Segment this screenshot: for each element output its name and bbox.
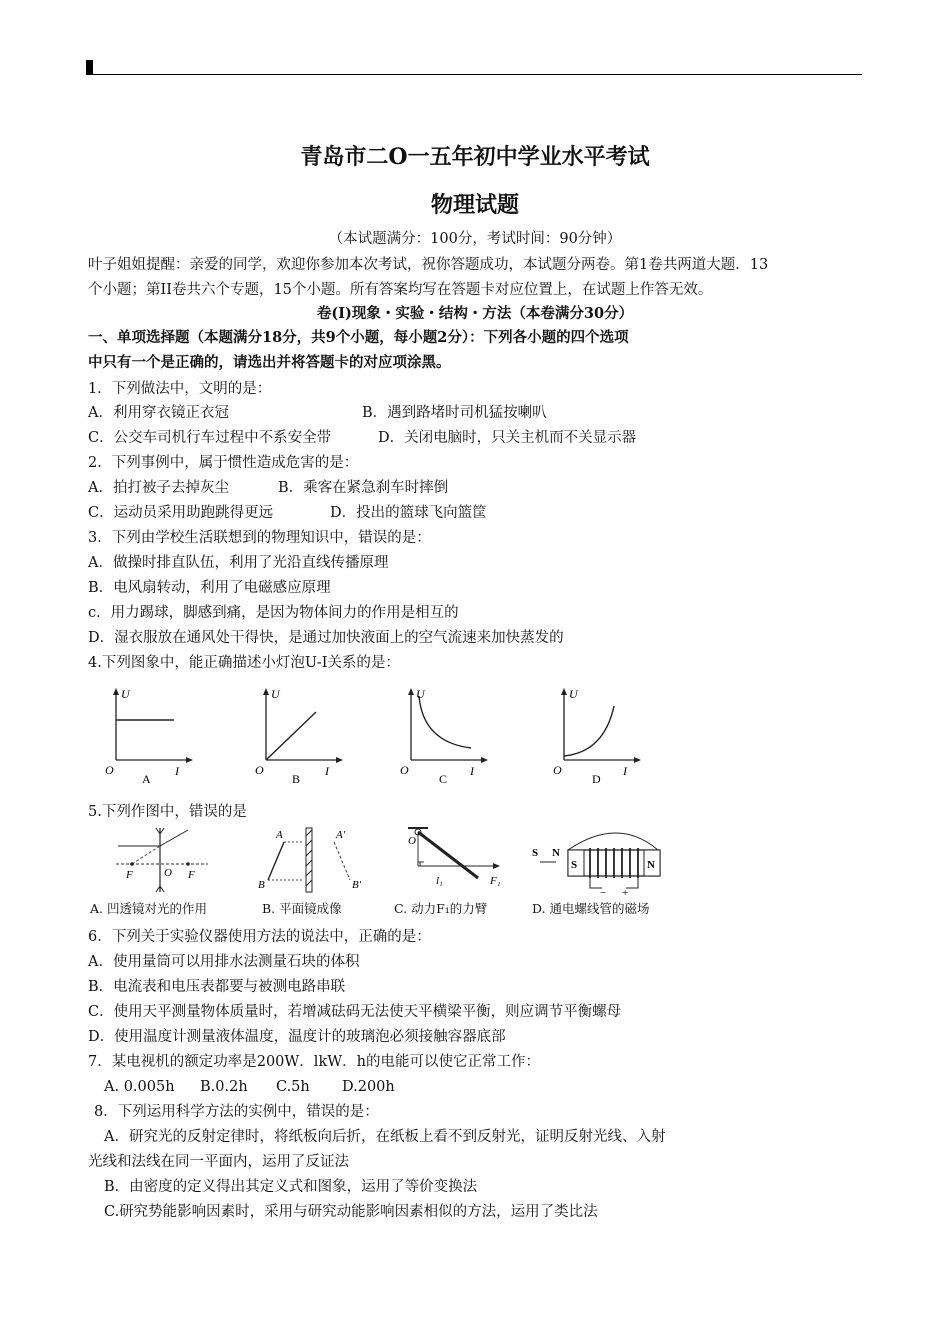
q2-option-a: A．拍打被子去掉灰尘 — [88, 480, 229, 496]
section-heading-2: 中只有一个是正确的，请选出并将答题卡的对应项涂黑。 — [88, 354, 451, 371]
q6-option-b: B．电流表和电压表都要与被测电路串联 — [88, 979, 346, 995]
q8-option-a-line2: 光线和法线在同一平面内，运用了反证法 — [88, 1154, 349, 1170]
svg-text:I: I — [470, 764, 474, 778]
q3-option-a: A．做操时排直队伍，利用了光沿直线传播原理 — [88, 555, 389, 571]
q5-fig-b — [258, 828, 362, 892]
q6-option-a: A．使用量筒可以用排水法测量石块的体积 — [88, 954, 360, 970]
svg-text:O: O — [255, 763, 264, 777]
q1-stem: 1．下列做法中，文明的是： — [88, 381, 272, 397]
q3-option-d: D．湿衣服放在通风处干得快，是通过加快液面上的空气流速来加快蒸发的 — [88, 630, 564, 646]
q4-label-c: C — [439, 772, 448, 786]
q4-axis-u: U — [121, 687, 130, 701]
q6-option-d: D．使用温度计测量液体温度，温度计的玻璃泡必须接触容器底部 — [88, 1029, 506, 1045]
q3-option-b: B．电风扇转动，利用了电磁感应原理 — [88, 580, 331, 596]
svg-text:I: I — [623, 764, 627, 778]
q5-fig-a — [116, 828, 208, 892]
svg-text:S: S — [571, 859, 578, 871]
q4-label-a: A — [142, 772, 151, 786]
q4-graph-c — [400, 687, 488, 786]
q1-option-c: C．公交车司机行车过程中不系安全带 — [88, 430, 332, 446]
svg-text:A′: A′ — [336, 829, 346, 841]
section-heading-1: 一、单项选择题（本题满分18分，共9个小题，每小题2分）：下列各小题的四个选项 — [88, 329, 629, 346]
header-rule — [86, 58, 862, 76]
exam-info: （本试题满分：100分，考试时间：90分钟） — [328, 231, 622, 247]
q5-caption-a: A. 凹透镜对光的作用 — [90, 901, 207, 916]
svg-text:−: − — [600, 887, 607, 898]
volume-title: 卷(I)现象・实验・结构・方法（本卷满分30分） — [316, 305, 634, 322]
svg-text:U: U — [271, 687, 280, 701]
q4-graph-a — [105, 687, 193, 786]
q4-stem: 4.下列图象中，能正确描述小灯泡U-I关系的是： — [88, 655, 400, 671]
q4-graph-b — [255, 687, 343, 786]
svg-text:l₁: l₁ — [436, 875, 443, 887]
svg-text:S: S — [532, 847, 539, 859]
q6-stem: 6．下列关于实验仪器使用方法的说法中，正确的是： — [88, 929, 431, 945]
q8-stem: 8．下列运用科学方法的实例中，错误的是： — [94, 1104, 379, 1120]
svg-text:I: I — [325, 764, 329, 778]
q2-option-d: D．投出的篮球飞向篮筐 — [330, 505, 487, 521]
exam-title: 青岛市二O一五年初中学业水平考试 — [300, 144, 650, 170]
q5-figures — [88, 822, 678, 898]
q4-label-b: B — [292, 772, 301, 786]
q5-caption-d: D. 通电螺线管的磁场 — [532, 901, 650, 916]
q7-option-a: A. 0.005h — [104, 1079, 175, 1095]
svg-text:A: A — [276, 829, 283, 841]
q3-option-c: c．用力踢球，脚感到痛，是因为物体间力的作用是相互的 — [88, 605, 459, 621]
svg-text:B′: B′ — [352, 879, 362, 891]
q1-option-b: B．遇到路堵时司机猛按喇叭 — [362, 405, 547, 421]
q4-graphs — [94, 682, 654, 788]
svg-text:F: F — [126, 869, 133, 881]
q4-graph-d — [553, 687, 641, 786]
q5-fig-d — [532, 833, 660, 898]
svg-text:N: N — [647, 859, 655, 871]
svg-text:B: B — [258, 879, 265, 891]
q7-option-b: B.0.2h — [200, 1079, 248, 1095]
reminder-line-1: 叶子姐姐提醒：亲爱的同学，欢迎你参加本次考试，祝你答题成功，本试题分两卷。第1卷共两道大题．13 — [88, 257, 769, 273]
q1-option-d: D．关闭电脑时，只关主机而不关显示器 — [378, 430, 637, 446]
svg-text:N: N — [552, 847, 560, 859]
svg-text:+: + — [622, 887, 629, 898]
q5-fig-c — [408, 828, 501, 887]
svg-text:U: U — [569, 687, 578, 701]
svg-text:F: F — [188, 869, 195, 881]
q8-option-b: B．由密度的定义得出其定义式和图象，运用了等价变换法 — [104, 1179, 478, 1195]
header-mark — [86, 60, 93, 75]
q7-stem: 7．某电视机的额定功率是200W．lkW．h的电能可以使它正常工作： — [88, 1054, 540, 1070]
q5-caption-b: B. 平面镜成像 — [262, 901, 342, 916]
reminder-line-2: 个小题；第II卷共六个专题，15个小题。所有答案均写在答题卡对应位置上，在试题上作答无效。 — [88, 282, 713, 298]
svg-text:O: O — [553, 763, 562, 777]
q4-origin: O — [105, 763, 114, 777]
q4-label-d: D — [592, 772, 601, 786]
q7-option-d: D.200h — [342, 1079, 395, 1095]
svg-text:F₁: F₁ — [490, 875, 501, 887]
q2-stem: 2．下列事例中，属于惯性造成危害的是： — [88, 455, 359, 471]
svg-text:O: O — [408, 835, 416, 847]
svg-text:O: O — [164, 867, 172, 879]
q8-option-c: C.研究势能影响因素时，采用与研究动能影响因素相似的方法，运用了类比法 — [104, 1204, 598, 1220]
q7-option-c: C.5h — [276, 1079, 310, 1095]
q8-option-a-line1: A．研究光的反射定律时，将纸板向后折，在纸板上看不到反射光，证明反射光线、入射 — [104, 1129, 666, 1145]
q5-caption-c: C. 动力F₁的力臂 — [394, 901, 488, 916]
exam-subtitle: 物理试题 — [430, 192, 519, 218]
q2-option-c: C．运动员采用助跑跳得更远 — [88, 505, 274, 521]
q1-option-a: A．利用穿衣镜正衣冠 — [88, 405, 229, 421]
q5-stem: 5.下列作图中，错误的是 — [88, 804, 247, 820]
q2-option-b: B．乘客在紧急刹车时摔倒 — [278, 480, 449, 496]
q3-stem: 3．下列由学校生活联想到的物理知识中，错误的是： — [88, 530, 431, 546]
q6-option-c: C．使用天平测量物体质量时，若增减砝码无法使天平横梁平衡，则应调节平衡螺母 — [88, 1004, 622, 1020]
q4-axis-i: I — [175, 764, 179, 778]
svg-text:O: O — [400, 763, 409, 777]
svg-text:U: U — [416, 687, 425, 701]
